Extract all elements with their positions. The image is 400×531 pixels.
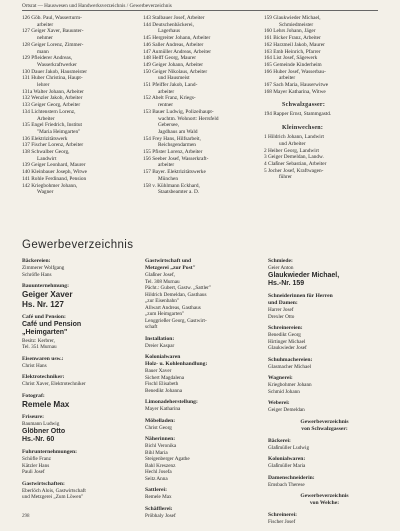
category-heading: Gastwirtschaften:: [22, 480, 65, 487]
business-name: Steigenberger Agathe: [145, 456, 190, 462]
directory-column-1: [22, 258, 135, 531]
house-entry: nehmer: [37, 35, 53, 42]
page-number: 298: [22, 514, 30, 519]
directory-entry: [22, 356, 135, 370]
business-name: Pauli Josef: [22, 469, 45, 476]
business-name: Christ Hans: [22, 362, 47, 369]
house-entry: 194 Rapper Ernst, Stammgastd.: [264, 111, 332, 118]
house-entry: Reichsgendarmen: [158, 142, 196, 149]
advertisement-text: Hs.-Nr. 60: [22, 435, 55, 443]
house-entry: Lagerhaus: [158, 28, 181, 35]
directory-column-3: [268, 258, 381, 531]
category-heading: Kolonialwaren: [145, 354, 181, 360]
category-heading: Gewerbeverzeichnis: [300, 493, 349, 500]
business-name: Christ Xaver, Elektrotechniker: [22, 381, 86, 388]
directory-entry: [268, 357, 381, 371]
house-entry: 153 Bauer Ludwig, Polizeihaupt-: [143, 108, 214, 115]
business-name: Lenggrießer Georg, Gastwirt-: [145, 317, 207, 324]
house-entry: 2 Heiber Georg, Landwirt: [264, 147, 319, 154]
house-entry: 135 Engel Friedrich, Institut: [22, 122, 83, 129]
advertisement-text: Hs.-Nr. 159: [268, 279, 305, 287]
business-name: und Metzgerei „Zum Löwen": [22, 494, 84, 501]
house-entry: 131 Huber Christina, Haupt-: [22, 75, 83, 82]
category-heading: Friseure:: [22, 414, 44, 421]
directory-column-2: [145, 258, 258, 531]
running-header: Ortsrat — Hauswesen und Handwerksverzeichnis / Gewerbeverzeichnis: [22, 3, 378, 11]
house-entry: 140 Kleinbauer Joseph, Witwe: [22, 169, 88, 176]
business-name: „zum Heimgarten": [145, 311, 185, 317]
house-entry: 3 Geiger Demeldan, Landw.: [264, 154, 324, 161]
business-name: Geiger Demeldan: [268, 407, 305, 414]
house-entry: 142 Kriegbohmer Johann,: [22, 182, 78, 189]
directory-entry: [22, 258, 135, 278]
house-entry: 148 Helff Georg, Maurer: [143, 55, 197, 62]
house-entry: Gebersee,: [158, 122, 180, 129]
house-entry: Schmiedmeister: [279, 21, 314, 28]
business-detail: Tel. 351 Murnau: [22, 344, 57, 351]
house-entry: 5 Jocher Josef, Kraftwagen-: [264, 167, 324, 174]
directory-entry: [268, 475, 381, 489]
business-name: Hechl Josefa: [145, 469, 172, 475]
directory-entry: [145, 258, 258, 331]
business-name: Remele Max: [145, 494, 172, 500]
business-name: Emsbach Therese: [268, 481, 305, 488]
house-entry: "Maria Heimgarten": [37, 128, 81, 135]
directory-entry: [145, 399, 258, 413]
house-entry: 163 Emb Heinrich, Pfarrer: [264, 48, 321, 55]
house-entry: München: [158, 175, 179, 182]
directory-entry: [268, 325, 381, 352]
house-entry: 158 v. Kühlmann Eckhard,: [143, 182, 200, 189]
house-entry: 136 Elektrizitätswerk: [22, 135, 68, 142]
category-heading: Bauunternehmung:: [22, 283, 69, 289]
house-entry: 147 Aumüller Andreas, Arbeiter: [143, 48, 211, 55]
category-heading: Eisenwaren usw.:: [22, 355, 64, 362]
business-name: Allwart Andreas, Gasthaus: [145, 304, 201, 311]
house-entry: 159 Glaukwieder Michael,: [264, 15, 321, 21]
directory-entry: [145, 336, 258, 350]
house-entry: 166 Huber Josef, Wasserbau-: [264, 68, 326, 75]
house-entry: 168 Mayer Katharina, Witwe: [264, 88, 326, 95]
directory-entry: [268, 456, 381, 470]
category-heading: Holz- u. Kohlenhandlung:: [145, 361, 208, 367]
business-name: Pröbhaly Josef: [145, 512, 176, 519]
category-heading: Schuhmachereien:: [268, 356, 313, 363]
house-entry: 127 Geiger Xaver, Bauunter-: [22, 28, 84, 35]
business-name: Glaßner Josef,: [145, 272, 175, 278]
category-heading: und Damen:: [268, 300, 298, 307]
business-name: Kriegbohmer Johann: [268, 382, 312, 389]
directory-entry: [268, 493, 381, 507]
house-entry: rentner: [158, 102, 173, 109]
house-entry: wachtm. Wohnort: Herrsfeld: [158, 115, 219, 122]
house-entry: 141 Rohle Ferdinand, Pension: [22, 175, 87, 182]
house-entry: führer: [279, 174, 292, 181]
category-heading: Fuhrunternehmungen:: [22, 449, 78, 456]
business-name: schaft: [145, 324, 158, 330]
house-entry: 151 Pfeiffer Jakob, Land-: [143, 82, 198, 89]
directory-entry: [145, 436, 258, 482]
house-entry: 156 Seeber Josef, Wasserkraft-: [143, 155, 209, 162]
house-list-column-1: [22, 15, 139, 196]
page-title: Gewerbeverzeichnis: [22, 239, 134, 251]
directory-entry: [268, 293, 381, 320]
house-entry: 137 Fischer Lorenz, Arbeiter: [22, 142, 84, 149]
section-heading: Kleinwechsen:: [282, 125, 324, 132]
house-entry: 4 Claßner Sebastian, Arbeiter: [264, 160, 327, 167]
directory-entry: [268, 512, 381, 526]
business-name: Benedikt Johanna: [145, 387, 183, 394]
directory-entry: [268, 375, 381, 395]
directory-entry: [268, 258, 381, 288]
business-name: Sichert Magdalena: [145, 374, 185, 381]
category-heading: von Schwalzgasser:: [301, 425, 348, 432]
house-entry: und Arbeiter: [279, 140, 306, 147]
house-list-column-3: [264, 15, 381, 196]
business-name: Hirtinger Michael: [268, 338, 306, 345]
directory-entry: [145, 487, 258, 501]
category-heading: von Welche:: [309, 500, 340, 507]
category-heading: Schreinereien:: [268, 325, 303, 332]
advertisement-text: „Heimgarten": [22, 329, 68, 337]
house-entry: 129 Pfleiderer Andreas,: [22, 55, 73, 62]
advertisement-text: Glöbner Otto: [22, 427, 66, 435]
section-heading: Schwalzgasser:: [282, 102, 326, 109]
category-heading: Elektrotechniker:: [22, 374, 65, 381]
category-heading: Fotograf:: [22, 392, 45, 399]
house-entry: arbeiter: [158, 162, 175, 169]
category-heading: Café und Pension:: [22, 314, 66, 320]
house-entry: Staatsbeamter a. D.: [158, 189, 200, 196]
directory-entry: [22, 393, 135, 410]
house-entry: mann: [37, 48, 49, 55]
directory-entry: [268, 438, 381, 452]
business-name: Glaßmüller Maria: [268, 463, 306, 470]
advertisement-text: Glaukwieder Michael,: [268, 271, 340, 279]
business-name: Pächt.: Gubert, Gastw. „Sattler": [145, 285, 212, 291]
category-heading: Schneiderinnen für Herren: [268, 293, 333, 300]
category-heading: Kolonialwaren:: [268, 456, 306, 463]
category-heading: Gastwirtschaft und: [145, 258, 192, 264]
category-heading: Wagnerei:: [268, 375, 293, 382]
house-entry: 149 Geiger Johann, Arbeiter: [143, 61, 204, 68]
house-entry: arbeiter: [158, 88, 175, 95]
category-heading: Schreinerei:: [268, 512, 297, 519]
category-heading: Bäckereien:: [22, 258, 51, 264]
business-name: Bichl Veronika: [145, 443, 177, 449]
directory-entry: [22, 374, 135, 388]
business-name: Tel. 308 Murnau: [145, 278, 180, 285]
advertisement-text: Café und Pension: [22, 321, 82, 328]
house-entry: 139 Geiger Leonhard, Maurer: [22, 162, 86, 169]
house-entry: 154 Frey Hans, Hilfsarbeit,: [143, 135, 201, 142]
category-heading: Damenschneiderin:: [268, 474, 315, 481]
directory-entry: [268, 400, 381, 414]
business-name: Bihl Maria: [145, 449, 168, 456]
business-name: „zur Eisenbahn": [145, 298, 179, 304]
house-entry: 157 Bayer. Elektrizitätswerke: [143, 169, 206, 176]
business-name: Fischl Elisabeth: [145, 381, 179, 387]
house-entry: arbeiter: [279, 75, 296, 82]
house-entry: Wasserkraftwerker: [37, 61, 77, 68]
house-entry: 134 Lichtenstern Lorenz,: [22, 108, 76, 115]
business-name: Bahl Kreszenz: [145, 462, 176, 469]
category-heading: Näherinnen:: [145, 436, 176, 442]
business-name: Schmid Johann: [268, 388, 300, 395]
business-name: Zimmerer Wolfgang: [22, 265, 65, 271]
business-name: Glaßmüller Ludwig: [268, 444, 310, 451]
house-entry: 146 Saller Andreas, Arbeiter: [143, 41, 204, 48]
directory-entry: [268, 419, 381, 433]
house-entry: 144 Deutschenbäckerei,: [143, 21, 194, 28]
directory-entry: [22, 414, 135, 444]
category-heading: Limonadeherstellung:: [145, 399, 198, 405]
business-name: Drexler Otto: [268, 313, 295, 320]
directory-entry: [22, 314, 135, 351]
business-directory: [22, 258, 382, 531]
house-entry: 160 Lehrs Johann, Jäger: [264, 28, 316, 35]
house-entry: 128 Geiger Lorenz, Zimmer-: [22, 41, 84, 48]
category-heading: Bäckerei:: [268, 437, 291, 444]
business-name: Hildrich Demeldan, Gasthaus: [145, 291, 207, 298]
category-heading: Weberei:: [268, 400, 290, 407]
business-name: Schöfle Franz: [22, 456, 51, 463]
business-name: Fischer Josef: [268, 519, 296, 526]
house-entry: 167 Sach Maria, Hauserwitwe: [264, 82, 329, 89]
category-heading: Installation:: [145, 335, 175, 342]
house-entry: 145 Hergreiter Johann, Arbeiter: [143, 35, 211, 42]
house-entry: Jagdhaus am Wald: [158, 128, 198, 135]
advertisement-text: Geiger Xaver: [22, 290, 73, 299]
business-name: Baumann Ludwig: [22, 421, 60, 428]
business-name: Benedikt Georg: [268, 332, 301, 339]
directory-entry: [145, 354, 258, 394]
business-name: Harrer Josef: [268, 307, 294, 314]
directory-entry: [145, 418, 258, 432]
category-heading: Metzgerei „zur Post": [145, 265, 196, 271]
house-entry: 133 Geiger Georg, Arbeiter: [22, 102, 81, 109]
business-name: Eberlöch Alois, Gastwirtschaft: [22, 487, 86, 494]
house-entry: 162 Harzmeil Jakob, Maurer: [264, 41, 325, 48]
category-heading: Sattlerei:: [145, 487, 167, 493]
directory-entry: [22, 283, 135, 309]
house-entry: 138 Schwalber Georg,: [22, 149, 70, 156]
business-name: Glaukwieder Josef: [268, 345, 307, 352]
house-entry: 126 Göb. Paul, Wasserturm-: [22, 15, 82, 21]
house-entry: 130 Dauer Jakob, Hausmeister: [22, 68, 88, 75]
business-name: Mayer Katharina: [145, 406, 181, 412]
house-entry: 165 Gemeinde Kinderheim: [264, 61, 322, 68]
house-entry: Arbeiter: [37, 115, 55, 122]
directory-entry: [22, 481, 135, 501]
advertisement-text: Hs. Nr. 127: [22, 299, 64, 309]
directory-entry: [22, 449, 135, 476]
house-list: [22, 15, 382, 196]
business-name: Schröfle Hans: [22, 271, 52, 278]
house-entry: 143 Stalbauer Josef, Arbeiter: [143, 15, 205, 21]
directory-entry: [145, 506, 258, 520]
category-heading: Schäfflerei:: [145, 505, 173, 512]
house-entry: 161 Bicker Franz, Arbeiter: [264, 35, 321, 42]
house-entry: 131a Walter Johann, Arbeiter: [22, 88, 84, 95]
category-heading: Schmiede:: [268, 258, 293, 264]
business-name: Glasmacher Michael: [268, 363, 312, 370]
business-detail: Besitz: Kerbrer,: [22, 337, 55, 344]
house-entry: arbeiter: [37, 21, 54, 28]
business-name: Christ Georg: [145, 424, 172, 431]
advertisement-text: Remele Max: [22, 399, 70, 409]
house-entry: Wagner: [37, 189, 54, 196]
business-name: Bauer Xaver: [145, 368, 172, 374]
house-entry: lehrer: [37, 82, 50, 89]
house-list-column-2: [143, 15, 260, 196]
category-heading: Möbelladen:: [145, 417, 176, 424]
house-entry: 132 Wenzler Jakob, Arbeiter: [22, 95, 83, 102]
category-heading: Gewerbeverzeichnis: [300, 418, 349, 425]
business-name: Seitz Anna: [145, 475, 168, 482]
business-name: Kätzler Hans: [22, 462, 50, 469]
house-entry: Landwirt: [37, 155, 57, 162]
business-name: Dreier Kaspar: [145, 342, 175, 349]
house-entry: 1 Hildrich Johann, Landwirt: [264, 134, 325, 141]
house-entry: 152 Abelt Franz, Kriegs-: [143, 95, 196, 102]
house-entry: 164 List Josef, Sägewerk: [264, 55, 318, 62]
house-entry: 150 Geiger Nikolaus, Arbeiter: [143, 68, 208, 75]
house-entry: und Hausmeist: [158, 75, 190, 82]
house-entry: 155 Pfister Lorenz, Arbeiter: [143, 149, 203, 156]
business-name: Geier Anton: [268, 265, 294, 271]
